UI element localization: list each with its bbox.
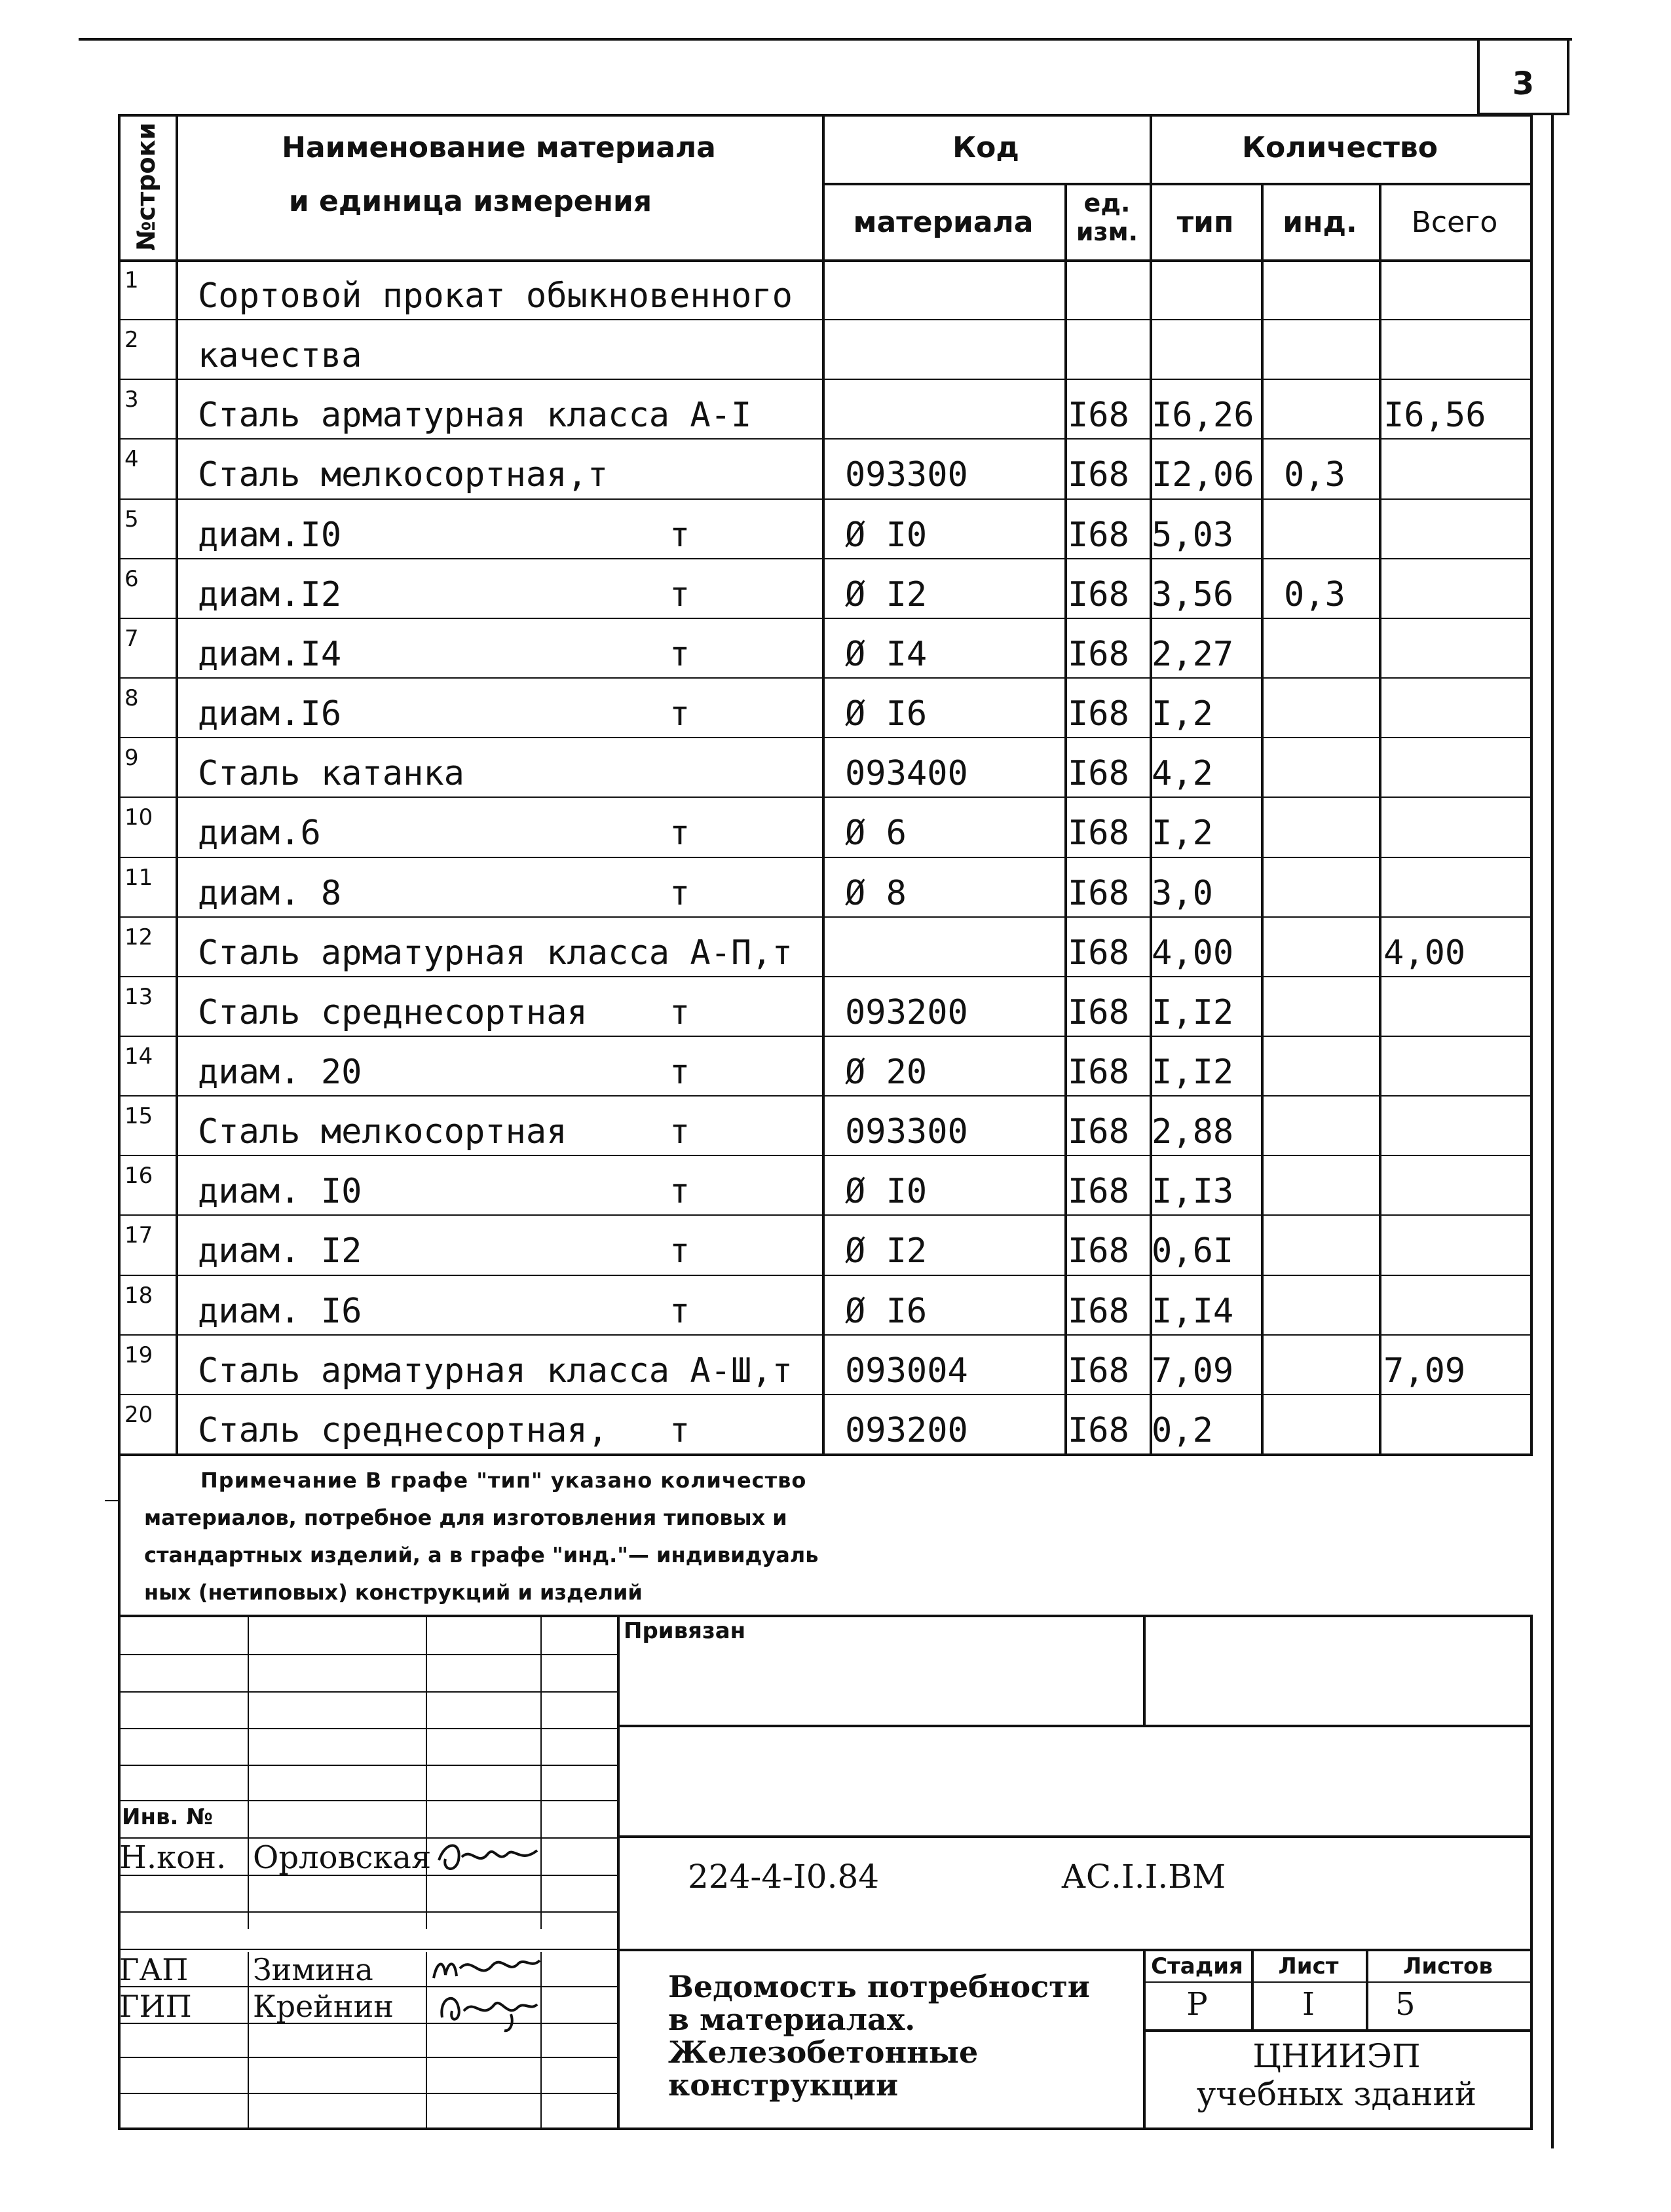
cell-total: 4,00 xyxy=(1383,933,1466,973)
cell-unit: I68 xyxy=(1068,1410,1129,1450)
cell-total: I6,56 xyxy=(1383,396,1486,436)
cell-code: Ø I6 xyxy=(845,694,928,734)
cell-t: т xyxy=(669,1410,690,1450)
col-line-total xyxy=(1379,183,1381,1456)
titleblock-top xyxy=(118,1615,1530,1617)
cell-no: 10 xyxy=(124,804,153,831)
cell-type: I,I2 xyxy=(1152,992,1234,1032)
cell-code: Ø I4 xyxy=(845,634,928,674)
row-divider xyxy=(118,438,1530,440)
cell-code: 093300 xyxy=(845,455,968,495)
cell-name: диам. I0 xyxy=(198,1172,362,1212)
row-divider xyxy=(118,1214,1530,1216)
row-divider xyxy=(118,677,1530,679)
cell-code: Ø I6 xyxy=(845,1291,928,1331)
cell-unit: I68 xyxy=(1068,933,1129,973)
role-gip: ГИП xyxy=(119,1989,192,2024)
cell-unit: I68 xyxy=(1068,455,1129,495)
row-divider xyxy=(118,1275,1530,1276)
signature-gip xyxy=(432,1985,544,2037)
stage-value: Р xyxy=(1186,1986,1208,2023)
cell-name: Сортовой прокат обыкновенного xyxy=(198,276,793,316)
sig-grid-h12 xyxy=(118,2057,617,2058)
cell-type: I,I4 xyxy=(1152,1291,1234,1331)
cell-no: 17 xyxy=(124,1222,153,1249)
sig-grid-h5 xyxy=(118,1800,617,1801)
cell-type: 4,2 xyxy=(1152,754,1213,794)
cell-unit: I68 xyxy=(1068,873,1129,913)
header-name-line1: Наименование материала xyxy=(282,131,716,164)
doc-title xyxy=(668,1970,1090,2101)
outer-right-border xyxy=(1551,114,1554,2148)
cell-name: Сталь среднесортная xyxy=(198,992,588,1032)
cell-unit: I68 xyxy=(1068,1052,1129,1092)
header-total: Всего xyxy=(1411,206,1498,239)
org-line1: ЦНИИЭП xyxy=(1252,2037,1421,2075)
stage-label: Стадия xyxy=(1151,1953,1243,1979)
bound-divider xyxy=(1143,1615,1146,1725)
cell-type: 0,2 xyxy=(1152,1410,1213,1450)
cell-t: т xyxy=(669,634,690,674)
cell-no: 16 xyxy=(124,1163,153,1190)
sheet-number: 3 xyxy=(1512,66,1535,102)
row-divider xyxy=(118,976,1530,977)
doc-title-line1: Ведомость потребности xyxy=(668,1969,1090,2004)
cell-code: Ø I2 xyxy=(845,574,928,614)
row-divider xyxy=(118,319,1530,320)
cell-no: 9 xyxy=(124,745,139,772)
sig-grid-h13 xyxy=(118,2093,617,2094)
sig-grid-h2 xyxy=(118,1691,617,1693)
cell-t: т xyxy=(669,1112,690,1152)
sig-grid-v2 xyxy=(426,1615,427,1929)
code-top xyxy=(617,1835,1530,1838)
cell-no: 15 xyxy=(124,1103,153,1130)
cell-type: 4,00 xyxy=(1152,933,1234,973)
sig-grid-v3 xyxy=(540,1615,542,1929)
sig-grid-v1b xyxy=(248,1952,249,2128)
cell-t: т xyxy=(669,574,690,614)
row-divider xyxy=(118,737,1530,738)
cell-unit: I68 xyxy=(1068,1172,1129,1212)
sig-grid-h1 xyxy=(118,1654,617,1655)
cell-no: 6 xyxy=(124,565,139,592)
cell-code: 093200 xyxy=(845,1410,968,1450)
titleblock-bottom xyxy=(118,2128,1533,2130)
cell-unit: I68 xyxy=(1068,694,1129,734)
cell-no: 13 xyxy=(124,983,153,1010)
cell-unit: I68 xyxy=(1068,992,1129,1032)
role-nkon: Н.кон. xyxy=(119,1839,227,1876)
doc-code: 224-4-I0.84 xyxy=(688,1858,880,1896)
cell-type: 5,03 xyxy=(1152,515,1234,555)
note-line-2: материалов, потребное для изготовления типовых и xyxy=(144,1505,787,1530)
table-bottom-border xyxy=(118,1453,1533,1456)
note-line-1: Примечание В графе "тип" указано количество xyxy=(200,1468,807,1493)
col-line-code xyxy=(822,114,825,1456)
cell-unit: I68 xyxy=(1068,814,1129,853)
cell-code: Ø I0 xyxy=(845,1172,928,1212)
header-type: тип xyxy=(1176,206,1234,239)
cell-code: 093004 xyxy=(845,1351,968,1391)
header-mid-line xyxy=(822,183,1530,185)
cell-ind: 0,3 xyxy=(1284,574,1345,614)
cell-type: I,2 xyxy=(1152,814,1213,853)
cell-name: Сталь арматурная класса А-Ш,т xyxy=(198,1351,793,1391)
header-rowno: №строки xyxy=(132,122,160,251)
row-divider xyxy=(118,618,1530,619)
titleblock-right xyxy=(1530,1615,1533,2129)
doc-mark: АС.I.I.ВМ xyxy=(1061,1858,1226,1896)
note-line-4: ных (нетиповых) конструкций и изделий xyxy=(144,1580,643,1605)
cell-unit: I68 xyxy=(1068,754,1129,794)
header-rowno-cell xyxy=(118,114,176,259)
cell-unit: I68 xyxy=(1068,396,1129,436)
cell-t: т xyxy=(669,1231,690,1271)
cell-type: I,I2 xyxy=(1152,1052,1234,1092)
cell-name: Сталь арматурная класса А-П,т xyxy=(198,933,793,973)
cell-type: 0,6I xyxy=(1152,1231,1234,1271)
sig-grid-right xyxy=(617,1615,620,2129)
cell-name: диам. 8 xyxy=(198,873,342,913)
cell-t: т xyxy=(669,814,690,853)
name-gap: Зимина xyxy=(253,1952,373,1987)
cell-ind: 0,3 xyxy=(1284,455,1345,495)
row-divider xyxy=(118,797,1530,798)
cell-name: диам.I2 xyxy=(198,574,342,614)
cell-t: т xyxy=(669,1052,690,1092)
cell-no: 11 xyxy=(124,864,153,891)
row-divider xyxy=(118,1155,1530,1156)
sheets-label: Листов xyxy=(1403,1953,1493,1979)
row-divider xyxy=(118,498,1530,500)
cell-name: диам.I0 xyxy=(198,515,342,555)
cell-name: Сталь мелкосортная,т xyxy=(198,455,609,495)
cell-no: 20 xyxy=(124,1401,153,1428)
cell-name: Сталь среднесортная, xyxy=(198,1410,609,1450)
cell-type: 3,0 xyxy=(1152,873,1213,913)
cell-name: Сталь мелкосортная xyxy=(198,1112,567,1152)
cell-no: 8 xyxy=(124,685,139,712)
cell-no: 14 xyxy=(124,1043,153,1070)
cell-no: 19 xyxy=(124,1341,153,1368)
cell-no: 2 xyxy=(124,327,139,354)
row-divider xyxy=(118,857,1530,858)
cell-no: 12 xyxy=(124,924,153,950)
cell-code: Ø I0 xyxy=(845,515,928,555)
cell-no: 1 xyxy=(124,267,139,293)
cell-type: I6,26 xyxy=(1152,396,1254,436)
cell-code: Ø I2 xyxy=(845,1231,928,1271)
row-divider xyxy=(118,916,1530,918)
cell-type: I,2 xyxy=(1152,694,1213,734)
header-quantity: Количество xyxy=(1242,131,1438,164)
cell-type: I2,06 xyxy=(1152,455,1254,495)
cell-no: 18 xyxy=(124,1282,153,1309)
cell-name: диам. 20 xyxy=(198,1052,362,1092)
sig-grid-h4 xyxy=(118,1765,617,1766)
cell-unit: I68 xyxy=(1068,1112,1129,1152)
cell-name: диам. I6 xyxy=(198,1291,362,1331)
header-material: материала xyxy=(853,206,1034,239)
doc-title-line4: конструкции xyxy=(668,2067,899,2103)
col-line-ind xyxy=(1261,183,1264,1456)
stage-bottom xyxy=(1143,2029,1530,2032)
cell-no: 7 xyxy=(124,625,139,652)
row-divider xyxy=(118,558,1530,559)
name-gip: Крейнин xyxy=(253,1989,394,2024)
cell-t: т xyxy=(669,992,690,1032)
cell-no: 4 xyxy=(124,446,139,473)
sig-grid-v1 xyxy=(248,1615,249,1929)
cell-t: т xyxy=(669,1172,690,1212)
cell-type: I,I3 xyxy=(1152,1172,1234,1212)
cell-name: диам.I6 xyxy=(198,694,342,734)
cell-name: качества xyxy=(198,336,362,376)
doc-title-line2: в материалах. xyxy=(668,2002,916,2037)
cell-type: 2,27 xyxy=(1152,634,1234,674)
note-line-3: стандартных изделий, а в графе "инд."— индивидуаль xyxy=(144,1543,819,1567)
row-divider xyxy=(118,1095,1530,1097)
stage-label-line xyxy=(1143,1981,1530,1983)
frame-tick xyxy=(105,1500,118,1501)
cell-no: 3 xyxy=(124,386,139,413)
code-bottom xyxy=(617,1949,1530,1951)
cell-name: диам. I2 xyxy=(198,1231,362,1271)
table-left-border xyxy=(118,114,121,2129)
cell-no: 5 xyxy=(124,506,139,533)
frame-tail xyxy=(1551,2129,1554,2148)
note-block xyxy=(144,1462,996,1611)
col-line-unit xyxy=(1064,183,1067,1456)
header-code: Код xyxy=(952,131,1019,164)
cell-name: Сталь арматурная класса А-I xyxy=(198,396,752,436)
sig-grid-h3 xyxy=(118,1728,617,1729)
cell-unit: I68 xyxy=(1068,1231,1129,1271)
cell-name: диам.I4 xyxy=(198,634,342,674)
cell-type: 3,56 xyxy=(1152,574,1234,614)
table-top-border xyxy=(118,114,1533,117)
cell-t: т xyxy=(669,694,690,734)
cell-t: т xyxy=(669,1291,690,1331)
row-divider xyxy=(118,1394,1530,1395)
sig-grid-h8 xyxy=(118,1911,617,1913)
sheet-label: Лист xyxy=(1278,1953,1339,1979)
signature-gap xyxy=(427,1949,545,1988)
cell-unit: I68 xyxy=(1068,515,1129,555)
cell-type: 7,09 xyxy=(1152,1351,1234,1391)
header-ind: инд. xyxy=(1283,206,1357,239)
header-unit-line2: изм. xyxy=(1076,217,1138,246)
header-bottom-line xyxy=(118,259,1530,262)
cell-name: Сталь катанка xyxy=(198,754,464,794)
cell-code: 093200 xyxy=(845,992,968,1032)
cell-total: 7,09 xyxy=(1383,1351,1466,1391)
cell-code: Ø 8 xyxy=(845,873,907,913)
cell-code: 093400 xyxy=(845,754,968,794)
cell-t: т xyxy=(669,515,690,555)
cell-code: Ø 6 xyxy=(845,814,907,853)
bound-label: Привязан xyxy=(624,1618,746,1644)
cell-unit: I68 xyxy=(1068,1351,1129,1391)
header-unit-line1: ед. xyxy=(1083,189,1131,217)
signature-nkon xyxy=(432,1834,544,1880)
cell-type: 2,88 xyxy=(1152,1112,1234,1152)
row-divider xyxy=(118,379,1530,380)
cell-name: диам.6 xyxy=(198,814,321,853)
table-right-border xyxy=(1530,114,1533,1456)
cell-code: Ø 20 xyxy=(845,1052,928,1092)
sheet-value: I xyxy=(1302,1986,1315,2023)
top-rule xyxy=(79,38,1572,41)
org-line2: учебных зданий xyxy=(1196,2075,1477,2113)
bound-bottom xyxy=(617,1725,1530,1727)
sheets-value: 5 xyxy=(1395,1986,1416,2023)
cell-unit: I68 xyxy=(1068,1291,1129,1331)
cell-code: 093300 xyxy=(845,1112,968,1152)
row-divider xyxy=(118,1036,1530,1037)
cell-unit: I68 xyxy=(1068,574,1129,614)
inv-no-label: Инв. № xyxy=(122,1804,214,1830)
cell-unit: I68 xyxy=(1068,634,1129,674)
name-nkon: Орловская xyxy=(253,1839,432,1876)
cell-t: т xyxy=(669,873,690,913)
col-line-rowno xyxy=(176,114,178,1456)
role-gap: ГАП xyxy=(119,1952,189,1987)
row-divider xyxy=(118,1334,1530,1336)
doc-title-line3: Железобетонные xyxy=(668,2034,979,2070)
header-name-line2: и единица измерения xyxy=(288,185,652,218)
